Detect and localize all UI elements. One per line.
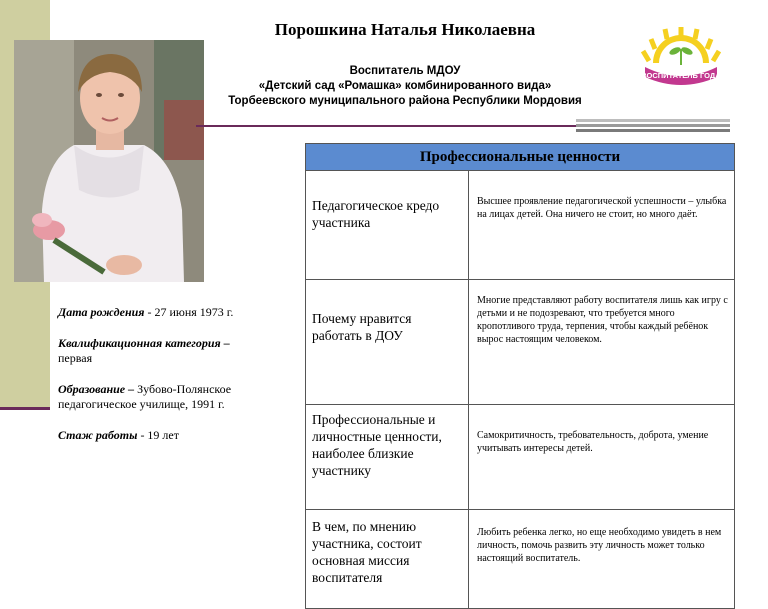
professional-values-table [305,143,735,609]
row-answer: Самокритичность, требовательность, доброта, умение учитывать интересы детей. [469,405,735,510]
position-line-2: «Детский сад «Ромашка» комбинированного вида» [258,80,552,92]
position-line-3: Торбеевского муниципального района Республики Мордовия [228,95,582,107]
side-strip-lower [0,408,50,576]
svg-text:ВОСПИТАТЕЛЬ ГОДА: ВОСПИТАТЕЛЬ ГОДА [641,71,721,80]
education: Образование – Зубово-Полянское педагогическое училище, 1991 г. [58,382,232,411]
row-question: Педагогическое кредо участника [306,171,469,280]
row-answer: Любить ребенка легко, но еще необходимо увидеть в нем личность, помочь развить эту личность может только настоящий воспитатель. [469,510,735,609]
row-answer: Многие представляют работу воспитателя лишь как игру с детьми и не подозревают, что требуется много кропотливого труда, терпения, чтобы каждый ребёнок вырос настоящим человеком. [469,280,735,405]
page-title: Порошкина Наталья Николаевна [274,20,536,39]
work-experience: Стаж работы - 19 лет [58,428,179,442]
table-row [306,405,735,510]
teacher-of-year-logo [641,27,721,85]
table-row [306,280,735,405]
position-line-1: Воспитатель МДОУ [349,65,461,77]
row-question: Профессиональные и личностные ценности, наиболее близкие участнику [306,405,469,510]
table-row [306,171,735,280]
row-question: Почему нравится работать в ДОУ [306,280,469,405]
side-rule [0,407,50,410]
birth-date: Дата рождения - 27 июня 1973 г. [58,305,234,319]
header-divider-stripes [576,119,730,132]
row-answer: Высшее проявление педагогической успешности – улыбка на лицах детей. Она ничего не стоит, но много даёт. [469,171,735,280]
table-row [306,510,735,609]
row-question: В чем, по мнению участника, состоит основная миссия воспитателя [306,510,469,609]
personal-info [58,305,258,459]
portrait-photo [14,40,204,282]
position-block [200,64,610,109]
table-title: Профессиональные ценности [306,144,735,171]
qualification-category: Квалификационная категория – первая [58,336,230,365]
header-divider [196,125,576,127]
